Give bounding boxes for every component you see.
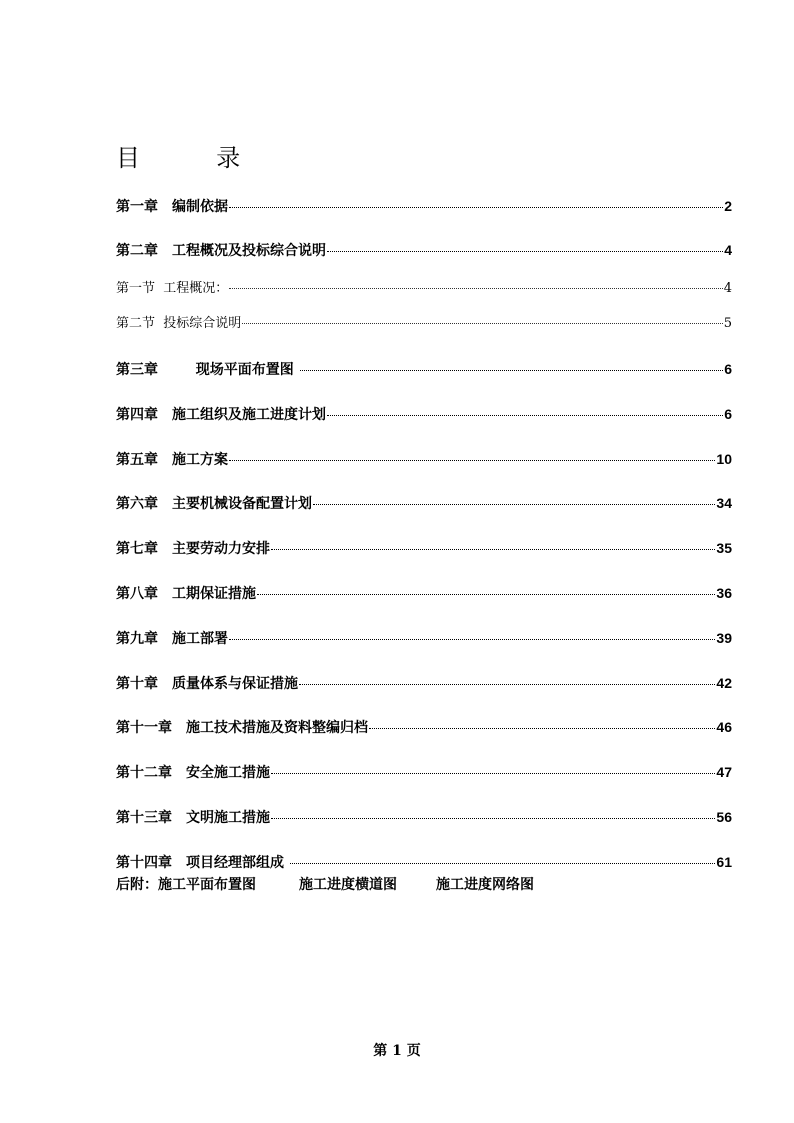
toc-entry-page: 61: [716, 854, 732, 870]
toc-dot-leader: [242, 323, 722, 324]
toc-entry-page: 39: [716, 630, 732, 646]
toc-dot-leader: [229, 460, 715, 461]
toc-entry-page: 4: [724, 242, 732, 258]
toc-entry-chapter-1[interactable]: [116, 196, 732, 216]
toc-entry-page: 4: [723, 281, 732, 296]
toc-dot-leader: [229, 639, 715, 640]
toc-dot-leader: [271, 549, 715, 550]
toc-entry-section-2[interactable]: [116, 314, 732, 334]
toc-dot-leader: [229, 288, 722, 289]
toc-entry-chapter-14[interactable]: [116, 852, 732, 872]
toc-entry-page: 10: [716, 451, 732, 467]
toc-entry-label: 第十四章 项目经理部组成: [116, 855, 289, 871]
toc-entry-label: 第十二章 安全施工措施: [116, 765, 270, 781]
toc-entry-page: 42: [716, 675, 732, 691]
toc-entry-chapter-7[interactable]: [116, 538, 732, 558]
toc-entry-label: 第三章 现场平面布置图: [116, 362, 299, 378]
toc-entry-chapter-8[interactable]: [116, 583, 732, 603]
toc-dot-leader: [327, 415, 723, 416]
toc-dot-leader: [327, 251, 723, 252]
toc-entry-label: 第十三章 文明施工措施: [116, 810, 270, 826]
appendix-item-network-diagram: 施工进度网络图: [436, 877, 534, 893]
toc-entry-label: 第七章 主要劳动力安排: [116, 541, 270, 557]
toc-dot-leader: [257, 594, 715, 595]
toc-entry-label: 第一节 工程概况：: [116, 281, 229, 296]
toc-dot-leader: [271, 773, 715, 774]
appendix-item-site-plan: 施工平面布置图: [158, 877, 256, 893]
appendix-line: [116, 874, 534, 894]
page-number-footer: 第 1 页: [373, 1043, 421, 1059]
toc-entry-page: 6: [724, 361, 732, 377]
toc-entry-label: 第十一章 施工技术措施及资料整编归档: [116, 720, 368, 736]
toc-entry-page: 5: [723, 316, 732, 331]
toc-entry-label: 第二章 工程概况及投标综合说明: [116, 243, 326, 259]
toc-dot-leader: [290, 863, 716, 864]
toc-dot-leader: [271, 818, 715, 819]
toc-dot-leader: [369, 728, 715, 729]
toc-dot-leader: [229, 207, 723, 208]
toc-dot-leader: [299, 684, 715, 685]
toc-entry-page: 47: [716, 764, 732, 780]
toc-entry-chapter-2[interactable]: [116, 240, 732, 260]
toc-entry-chapter-9[interactable]: [116, 628, 732, 648]
toc-entry-label: 第六章 主要机械设备配置计划: [116, 496, 312, 512]
toc-entry-chapter-4[interactable]: [116, 404, 732, 424]
toc-entry-label: 第二节 投标综合说明: [116, 316, 242, 331]
toc-entry-page: 34: [716, 495, 732, 511]
toc-entry-chapter-6[interactable]: [116, 493, 732, 513]
toc-entry-chapter-3[interactable]: [116, 359, 732, 379]
toc-entry-label: 第八章 工期保证措施: [116, 586, 256, 602]
toc-entry-chapter-12[interactable]: [116, 762, 732, 782]
toc-entry-chapter-10[interactable]: [116, 673, 732, 693]
toc-entry-page: 6: [724, 406, 732, 422]
toc-entry-page: 36: [716, 585, 732, 601]
toc-entry-label: 第九章 施工部署: [116, 631, 228, 647]
toc-entry-section-1[interactable]: [116, 279, 732, 299]
toc-entry-chapter-11[interactable]: [116, 717, 732, 737]
toc-entry-page: 35: [716, 540, 732, 556]
appendix-item-gantt-chart: 施工进度横道图: [299, 877, 397, 893]
page-title: 目 录: [116, 144, 241, 172]
toc-dot-leader: [300, 370, 724, 371]
toc-dot-leader: [313, 504, 715, 505]
toc-entry-chapter-13[interactable]: [116, 807, 732, 827]
toc-entry-label: 第五章 施工方案: [116, 452, 228, 468]
toc-entry-label: 第一章 编制依据: [116, 199, 228, 215]
toc-entry-label: 第四章 施工组织及施工进度计划: [116, 407, 326, 423]
appendix-prefix: 后附：: [116, 877, 158, 893]
toc-entry-label: 第十章 质量体系与保证措施: [116, 676, 298, 692]
toc-entry-chapter-5[interactable]: [116, 449, 732, 469]
toc-entry-page: 46: [716, 719, 732, 735]
toc-entry-page: 56: [716, 809, 732, 825]
toc-entry-page: 2: [724, 198, 732, 214]
